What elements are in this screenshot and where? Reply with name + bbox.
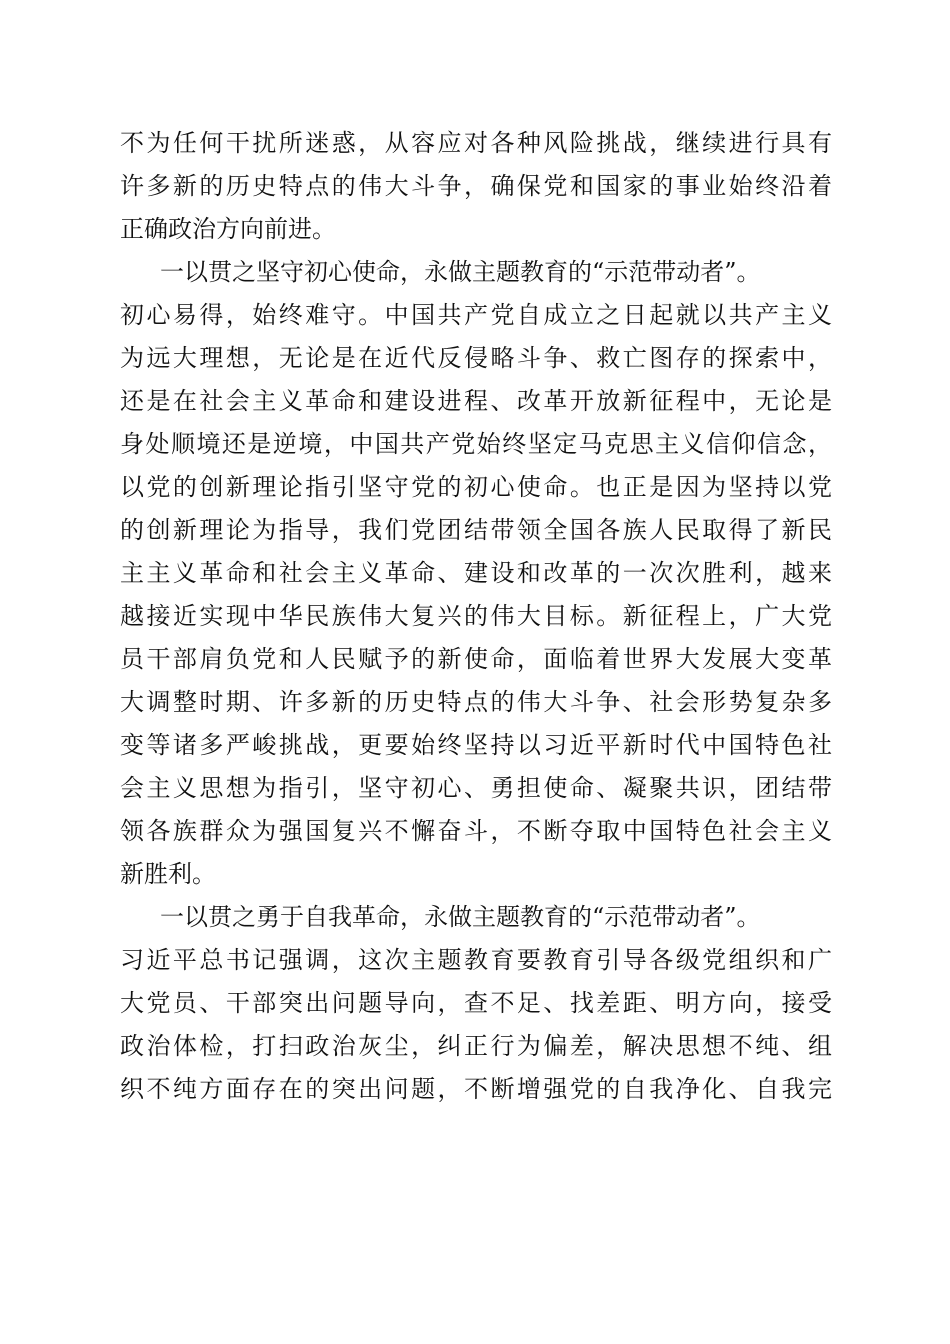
- text-line: 初心易得，始终难守。中国共产党自成立之日起就以共产主义: [120, 301, 832, 329]
- text-line: 织不纯方面存在的突出问题，不断增强党的自我净化、自我完: [120, 1075, 832, 1103]
- body-text: [120, 122, 832, 1111]
- section-heading-line: 一以贯之勇于自我革命，永做主题教育的“示范带动者”。: [160, 903, 761, 931]
- text-line: 习近平总书记强调，这次主题教育要教育引导各级党组织和广: [120, 946, 832, 974]
- text-line: 大调整时期、许多新的历史特点的伟大斗争、社会形势复杂多: [120, 688, 832, 716]
- text-line: 主主义革命和社会主义革命、建设和改革的一次次胜利，越来: [120, 559, 832, 587]
- text-line: 以党的创新理论指引坚守党的初心使命。也正是因为坚持以党: [120, 473, 832, 501]
- text-line: 领各族群众为强国复兴不懈奋斗，不断夺取中国特色社会主义: [120, 817, 832, 845]
- section-heading-line: 一以贯之坚守初心使命，永做主题教育的“示范带动者”。: [160, 258, 761, 286]
- text-line: 大党员、干部突出问题导向，查不足、找差距、明方向，接受: [120, 989, 832, 1017]
- text-line: 员干部肩负党和人民赋予的新使命，面临着世界大发展大变革: [120, 645, 832, 673]
- text-line: 越接近实现中华民族伟大复兴的伟大目标。新征程上，广大党: [120, 602, 832, 630]
- text-line: 为远大理想，无论是在近代反侵略斗争、救亡图存的探索中，: [120, 344, 832, 372]
- text-line: 还是在社会主义革命和建设进程、改革开放新征程中，无论是: [120, 387, 832, 415]
- text-line: 政治体检，打扫政治灰尘，纠正行为偏差，解决思想不纯、组: [120, 1032, 832, 1060]
- text-line: 不为任何干扰所迷惑，从容应对各种风险挑战，继续进行具有: [120, 129, 832, 157]
- text-line: 正确政治方向前进。: [120, 215, 336, 243]
- text-line: 许多新的历史特点的伟大斗争，确保党和国家的事业始终沿着: [120, 172, 832, 200]
- text-line: 会主义思想为指引，坚守初心、勇担使命、凝聚共识，团结带: [120, 774, 832, 802]
- text-line: 新胜利。: [120, 860, 216, 888]
- text-line: 的创新理论为指导，我们党团结带领全国各族人民取得了新民: [120, 516, 832, 544]
- text-line: 变等诸多严峻挑战，更要始终坚持以习近平新时代中国特色社: [120, 731, 832, 759]
- text-line: 身处顺境还是逆境，中国共产党始终坚定马克思主义信仰信念，: [120, 430, 832, 458]
